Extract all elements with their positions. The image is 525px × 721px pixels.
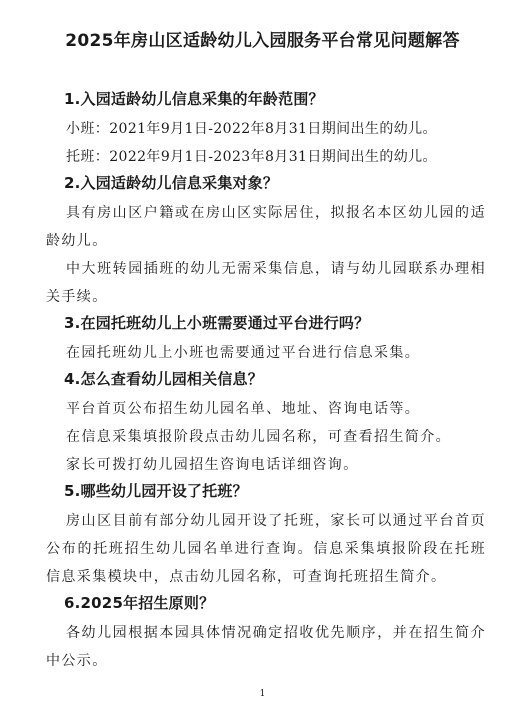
faq-answer: 托班：2022年9月1日-2023年8月31日期间出生的幼儿。 — [66, 149, 437, 165]
faq-answer: 中大班转园插班的幼儿无需采集信息，请与幼儿园联系办理相关手续。 — [46, 261, 486, 305]
faq-answer: 各幼儿园根据本园具体情况确定招收优先顺序，并在招生简介中公示。 — [46, 625, 486, 669]
page-number: 1 — [259, 689, 266, 699]
faq-question: 4.怎么查看幼儿园相关信息？ — [64, 370, 263, 388]
faq-section-1 — [46, 87, 486, 171]
faq-answer: 具有房山区户籍或在房山区实际居住，拟报名本区幼儿园的适龄幼儿。 — [46, 205, 486, 249]
faq-section-5 — [46, 479, 486, 591]
faq-answer: 房山区目前有部分幼儿园开设了托班，家长可以通过平台首页公布的托班招生幼儿园名单进行查询。信息采集填报阶段在托班信息采集模块中，点击幼儿园名称，可查询托班招生简介。 — [46, 513, 486, 585]
document-title: 2025年房山区适龄幼儿入园服务平台常见问题解答 — [65, 31, 460, 51]
faq-answer: 在园托班幼儿上小班也需要通过平台进行信息采集。 — [66, 345, 421, 361]
faq-section-4 — [46, 367, 486, 479]
document-body — [46, 87, 486, 675]
faq-section-6 — [46, 591, 486, 675]
faq-question: 1.入园适龄幼儿信息采集的年龄范围？ — [64, 90, 324, 108]
faq-answer: 平台首页公布招生幼儿园名单、地址、咨询电话等。 — [66, 401, 421, 417]
faq-answer: 小班：2021年9月1日-2022年8月31日期间出生的幼儿。 — [66, 121, 437, 137]
faq-section-2 — [46, 171, 486, 311]
faq-question: 6.2025年招生原则？ — [64, 594, 215, 612]
faq-question: 3.在园托班幼儿上小班需要通过平台进行吗？ — [64, 314, 370, 332]
faq-answer: 在信息采集填报阶段点击幼儿园名称，可查看招生简介。 — [66, 429, 451, 445]
faq-question: 2.入园适龄幼儿信息采集对象？ — [64, 174, 279, 192]
faq-answer: 家长可拨打幼儿园招生咨询电话详细咨询。 — [66, 457, 359, 473]
faq-question: 5.哪些幼儿园开设了托班？ — [64, 482, 248, 500]
faq-section-3 — [46, 311, 486, 367]
